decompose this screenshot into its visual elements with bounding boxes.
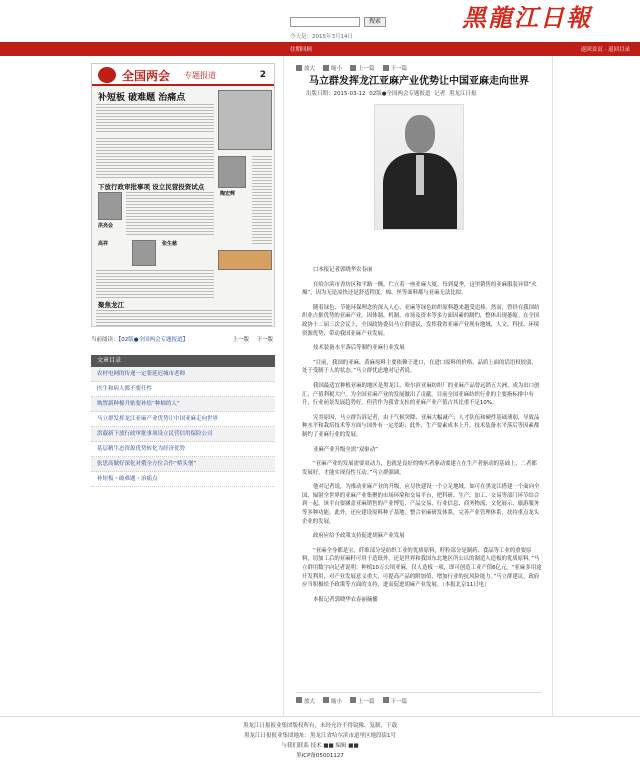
prev-page-link[interactable]: 上一版 [232,337,249,343]
prev-article-button[interactable]: 上一篇 [350,64,375,72]
text-block [126,192,214,236]
paragraph: 随着绿色、节能环保理念的深入人心，亚麻等绿色纺织原料越来越受追捧。然而，曾经在我国纺织业占据优势的亚麻产业，因体制、机制、市场及资本等多方面因素的制约，整体出现萎缩。在全国政协十二届三次会议上，全国政协委员马立群建议，发挥我省亚麻产业现有地域、人文、科技、环境资源优势，带动我国亚麻产业发展。 [302,304,540,337]
toc-item[interactable]: 补短板・破难题・治痛点 [91,472,275,487]
section-heading: 政府应给予政策支持促进胡麻产业发展 [313,533,405,540]
article-toolbar [296,64,407,72]
zoom-in-button[interactable]: 放大 [296,697,315,705]
search-button[interactable]: 搜索 [364,17,386,27]
site-header [0,0,640,56]
paragraph: 他对记者说，为推动亚麻产业的升级，应尽快建设一个立足地域，如可在黑龙江搭建一个面向全国、辐射全世界的亚麻产业集聚的市场环境和交易平台，把科研、生产、加工、交易等部门环节结合到一起。该平台要涵盖亚麻销售的产业博览、产品交易、行业信息、商务物流、文化展示、旅游服务等多种功能。此外，还应建设原料种子基地，整合亚麻研发体系，完善产业管理体系，扶持重点龙头企业的发展。 [302,484,540,525]
toc-item[interactable]: 马立群发挥龙江亚麻产业优势让中国亚麻走向世界 [91,412,275,427]
text-block [96,270,214,298]
paper-headline: 聚焦龙江 [98,301,124,309]
prev-icon [350,65,356,71]
paragraph: 本报记者郭晓华农春丽摘播 [313,596,378,603]
archive-link[interactable]: 往期回顾 [290,47,313,53]
text-block [252,156,272,246]
site-logo[interactable]: 黑龍江日報 [462,3,592,32]
search-input[interactable] [290,17,360,27]
paper-headline: 陶宏辉 [220,191,236,197]
page-nav-strip [91,334,275,344]
paper-headline: 补短板 破难题 治痛点 [98,93,186,103]
emblem-icon [98,67,116,83]
toc-item[interactable]: 基层精生态资源优势转化为经济优势 [91,442,275,457]
current-date: 今天是：2015年3月14日 [290,34,353,40]
contact-links[interactable]: 与我们联系 技术 ■■ 编辑 ■■ [281,743,359,749]
newspaper-page-thumbnail[interactable] [91,63,275,327]
paper-masthead-title: 全国两会 [122,69,171,83]
paper-page-number: 2 [259,70,266,80]
next-icon [383,697,389,703]
paper-photo [132,240,156,266]
section-heading: 亚麻产业升级全需“双驱动” [313,446,378,453]
nav-bar [0,42,640,56]
article-panel [283,56,553,716]
section-heading: 技术装备水平落后等制约亚麻行业发展 [313,345,405,352]
icp-line: 黑ICP备05001127 [296,753,344,759]
portrait-photo [374,104,464,230]
article-body [302,266,542,610]
zoom-out-icon [323,65,329,71]
search-bar [290,17,386,27]
zoom-out-button[interactable]: 缩小 [323,697,342,705]
toc-item[interactable]: 洪载新下放行政审批事项设立民营信用保险公司 [91,427,275,442]
paragraph: “目前，我国的亚麻、黄麻原料主要依赖于进口，在进口原料的价格、品质上面的话语权较弱，处于受制于人的状态。”马立群忧虑地对记者说。 [302,359,537,375]
toc-item[interactable]: 购置新种棉升贴要补给“种棉的人” [91,397,275,412]
paragraph: 我国最适宜种植亚麻的地区是黑龙江，哈尔滨亚麻纺织厂的亚麻产品曾远销五大洲，成为出口创汇、产值利税大户，为全国亚麻产业的发展做出了贡献。目前全国亚麻纺织行业的主要指标排中有升，行业前景发展趋势好，但营作为我省支柱的亚麻产业产值占其比重不足10%。 [302,382,540,407]
zoom-out-icon [323,697,329,703]
article-meta: 出版日期：2015-03-12 02版●全国两会专题报道 记者 黑龙江日报 [306,91,477,97]
paper-photo [218,90,272,150]
toc-item[interactable]: 农村电网的传递一定要延迟城市老师 [91,367,275,382]
paragraph: “亚麻产业的发展需要双动力，也就是良好的购买者驱动要建立在生产者驱动的基础上，二者都发展好，才能实现良性互动。”马立群强调。 [302,461,537,476]
paper-photo [98,192,122,220]
article-title: 马立群发挥龙江亚麻产业优势让中国亚麻走向世界 [309,76,529,87]
paragraph: 究其原因，马立群告诉记者，由于气候突降、亚麻大幅减产；人才队伍和硬件基础薄弱，导致品种水平和栽培技术等方面与国外有一定差距；此外，生产要素成本上升，技术装备水平落后等因素都制约了亚麻行业的发展。 [302,414,540,438]
toc-item[interactable]: 张思高做好深化对俄全方位合作“桥头堡” [91,457,275,472]
paper-masthead-sub: 专题报道 [184,71,216,80]
prev-article-button[interactable]: 上一篇 [350,697,375,705]
next-article-button[interactable]: 下一篇 [383,697,408,705]
text-block [96,138,214,178]
article-bottom-toolbar [296,692,542,705]
text-block [96,104,214,134]
paragraph: “亚麻全身都是宝，纤维部分是纺织工业的优质原料，籽粒部分是制药、食品等工业的重要原料，切加工后的亚麻籽可用于造纸外，还是世界和我国东北地区所公认的制造人造板的优质原料。”马立群用数字向记者说明：种植10万公顷亚麻，仅人造板一项，即可创造工业产值6亿元。“亚麻多用途开发利用，对产业发展意义重大，可提高产品的附加值，增加行业的抗风险能力。”马立群建议，政府应当积极给予政策等方面的支持，进而促进胡麻产业发展。（本报北京11日电） [302,547,542,589]
left-column [88,56,280,716]
paper-headline: 洪亮会 [98,223,114,229]
zoom-in-button[interactable]: 放大 [296,64,315,72]
paper-headline: 下放行政审批事项 设立民营投资试点 [98,183,205,191]
next-article-button[interactable]: 下一篇 [383,64,408,72]
prev-icon [350,697,356,703]
home-links[interactable]: 返回首页 · 返回目录 [580,47,630,53]
paper-headline: 张生慈 [162,241,178,247]
next-icon [383,65,389,71]
toc-item[interactable]: 医生和病人都不要任性 [91,382,275,397]
paragraph: 在哈尔滨市香坊区和平路一侧，伫立着一座亚麻大厦。每到夏季，这里销售的亚麻服装异常“火爆”，因为无论凉快还是舒适程度，棉、丝等面料都与亚麻无法比拟。 [302,281,537,297]
site-footer [0,716,640,774]
paper-masthead [92,64,274,86]
paper-photo [218,250,272,270]
text-block [96,310,272,326]
next-page-link[interactable]: 下一版 [256,337,273,343]
toc-heading: 文章目录 [91,355,275,367]
article-toc [91,367,275,487]
paper-headline: 高祥 [98,241,109,247]
paragraph: 口本报记者郭晓华农春丽 [313,267,373,273]
paper-photo [218,156,246,188]
zoom-in-icon [296,697,302,703]
zoom-out-button[interactable]: 缩小 [323,64,342,72]
copyright-line: 黑龙江日报报业集团版权所有，未经允许不得镜像、复制、下载 [242,723,397,729]
zoom-in-icon [296,65,302,71]
current-page-link[interactable]: 【02版●全国两会专题报道】 [118,337,189,343]
address-line: 黑龙江日报报业集团地址：黑龙江省哈尔滨市道里区地段街1号 [243,733,396,739]
current-page-label: 当前阅读：【02版●全国两会专题报道】 [91,337,189,343]
